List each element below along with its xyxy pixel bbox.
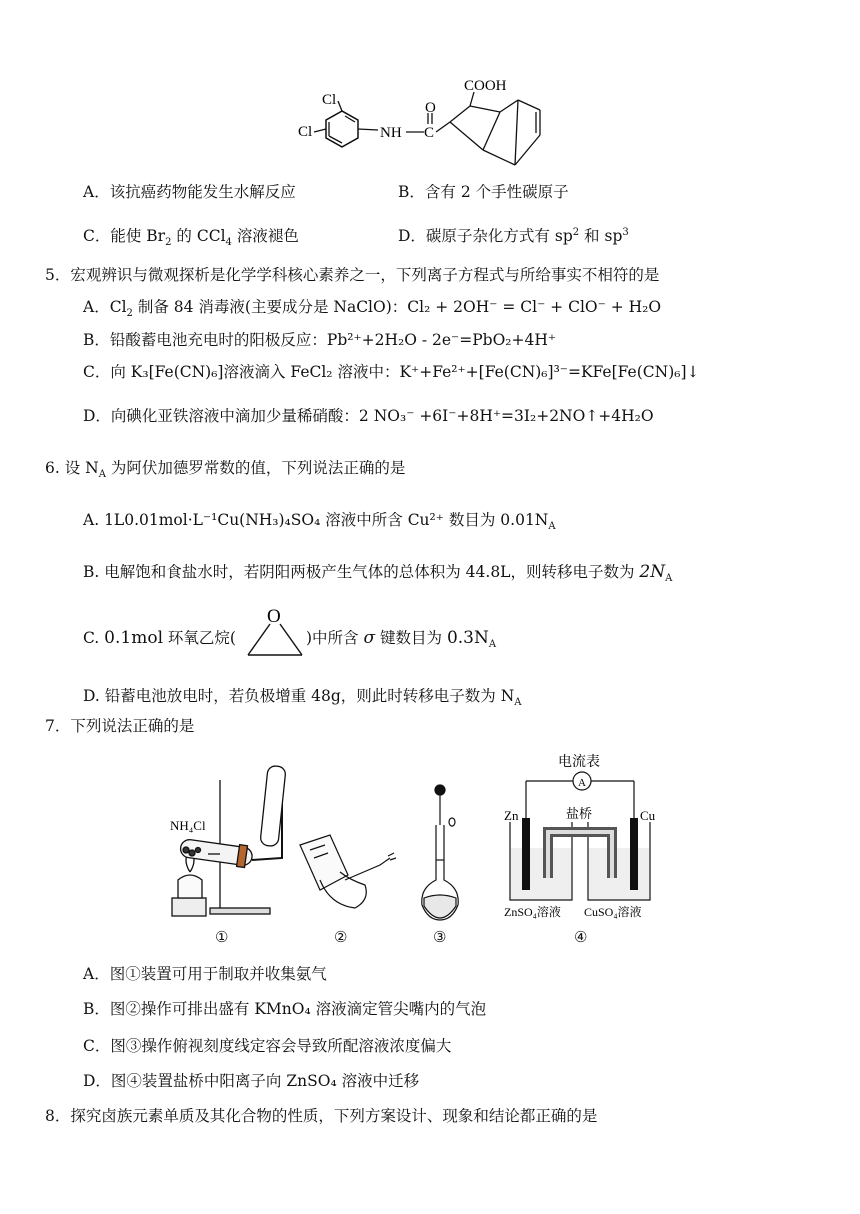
- epoxide-ring-icon: [240, 600, 310, 662]
- q5-option-b: B．铅酸蓄电池充电时的阳极反应：Pb²⁺+2H₂O - 2e⁻=PbO₂+4H⁺: [83, 331, 557, 349]
- drug-structure-diagram: [290, 70, 560, 190]
- complex-formula: 1L0.01mol·L⁻¹Cu(NH₃)₄SO₄: [104, 511, 321, 529]
- figure-3-volumetric-flask: [418, 780, 468, 925]
- figure-2-burette-operation: [290, 820, 400, 920]
- fig4-left-solution: ZnSO₄溶液: [504, 905, 561, 919]
- epoxide-o-label: O: [267, 606, 281, 627]
- fig4-zn: Zn: [504, 808, 519, 823]
- cl-top-label: Cl: [322, 92, 337, 108]
- br-formula: Br: [146, 227, 166, 245]
- q5-option-a: A．$Cl_2$ 制备 84 消毒液(主要成分是 NaClO)：Cl₂ + 2OH⁻ = Cl⁻ + ClO⁻ + H₂O: [83, 298, 662, 320]
- q4-option-a: A．该抗癌药物能发生水解反应: [83, 183, 296, 201]
- figure-4-galvanic-cell: [500, 748, 670, 926]
- kmno4-formula: KMnO₄: [254, 1000, 311, 1018]
- q4-option-c: C．能使 $Br_2$ 的 CCl$_4$ 溶液褪色: [83, 227, 299, 249]
- cooh-label: COOH: [464, 78, 507, 94]
- znso4-formula: ZnSO₄: [286, 1072, 337, 1090]
- fig4-caption: ④: [574, 928, 588, 946]
- nh-label: NH: [380, 125, 402, 141]
- fig1-label: NH₄Cl: [170, 818, 206, 833]
- fig4-bridge-label: 盐桥: [566, 806, 593, 821]
- q6-option-c: C. 0.1mol 环氧乙烷( )中所含 σ 键数目为 $0.3N_A$: [83, 628, 497, 651]
- q4-option-d: D．碳原子杂化方式有 $sp^2$ 和 $sp^3$: [398, 226, 629, 245]
- q5-stem: 5．宏观辨识与微观探析是化学学科核心素养之一，下列离子方程式与所给事实不相符的是: [45, 266, 660, 284]
- carbonyl-c-label: C: [424, 125, 435, 141]
- q6-option-a: A. 1L0.01mol·L⁻¹Cu(NH₃)₄SO₄ 溶液中所含 Cu²⁺ 数目为 $0.01N_A$: [83, 511, 556, 533]
- carbonyl-o-label: O: [425, 100, 436, 116]
- q6-option-d: D. 铅蓄电池放电时，若负极增重 48g，则此时转移电子数为 $N_A$: [83, 687, 522, 709]
- fig4-ammeter-a: A: [578, 777, 586, 789]
- q7-option-b: B．图②操作可排出盛有 KMnO₄ 溶液滴定管尖嘴内的气泡: [83, 1000, 487, 1018]
- q7-option-d: D．图④装置盐桥中阳离子向 ZnSO₄ 溶液中迁移: [83, 1072, 420, 1090]
- ccl-formula: CCl: [196, 227, 226, 245]
- q5-a-equation: Cl₂ + 2OH⁻ = Cl⁻ + ClO⁻ + H₂O: [407, 298, 662, 316]
- fig2-caption: ②: [334, 928, 348, 946]
- q6-stem: 6. 设 $N_A$ 为阿伏加德罗常数的值，下列说法正确的是: [45, 459, 406, 481]
- q6-option-b: B. 电解饱和食盐水时，若阴阳两极产生气体的总体积为 44.8L，则转移电子数为 $2N_A$: [83, 562, 673, 585]
- q7-stem: 7．下列说法正确的是: [45, 717, 195, 735]
- cl-left-label: Cl: [298, 124, 313, 140]
- q8-stem: 8．探究卤族元素单质及其化合物的性质，下列方案设计、现象和结论都正确的是: [45, 1107, 598, 1125]
- q4-option-b: B．含有 2 个手性碳原子: [398, 183, 569, 201]
- q7-option-c: C．图③操作俯视刻度线定容会导致所配溶液浓度偏大: [83, 1037, 452, 1055]
- fig4-meter-label: 电流表: [558, 755, 600, 770]
- nitrate-formula: NO₃⁻: [373, 407, 415, 425]
- q7-option-a: A．图①装置可用于制取并收集氨气: [83, 965, 327, 983]
- fig4-cu: Cu: [640, 808, 656, 823]
- fig3-caption: ③: [433, 928, 447, 946]
- q5-option-c: C．向 K₃[Fe(CN)₆]溶液滴入 FeCl₂ 溶液中：K⁺+Fe²⁺+[Fe(CN)₆]³⁻=KFe[Fe(CN)₆]↓: [83, 363, 700, 381]
- cu-ion: Cu²⁺: [407, 511, 444, 529]
- fig1-caption: ①: [215, 928, 229, 946]
- q5-option-d: D．向碘化亚铁溶液中滴加少量稀硝酸：2 NO₃⁻ +6I⁻+8H⁺=3I₂+2NO↑+4H₂O: [83, 407, 654, 425]
- fig4-right-solution: CuSO₄溶液: [584, 905, 642, 919]
